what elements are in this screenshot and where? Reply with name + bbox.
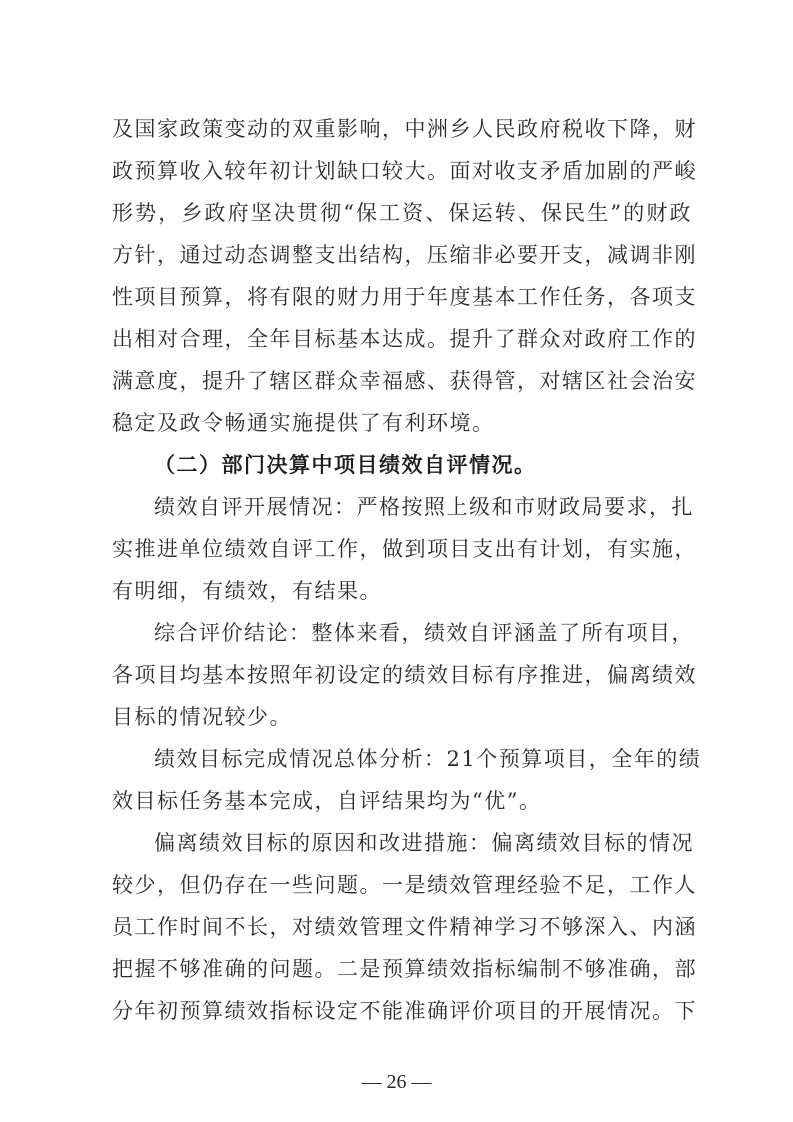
body-text-line: 出相对合理，全年目标基本达成。提升了群众对政府工作的 — [112, 327, 697, 351]
body-text-line: 绩效目标完成情况总体分析：21个预算项目，全年的绩 — [154, 747, 702, 771]
body-text-line: 各项目均基本按照年初设定的绩效目标有序推进，偏离绩效 — [112, 663, 697, 687]
body-text-line: 较少，但仍存在一些问题。一是绩效管理经验不足，工作人 — [112, 873, 697, 897]
body-text-line: 性项目预算，将有限的财力用于年度基本工作任务，各项支 — [112, 285, 697, 309]
body-text-line: 政预算收入较年初计划缺口较大。面对收支矛盾加剧的严峻 — [112, 159, 697, 183]
body-text-line: 偏离绩效目标的原因和改进措施：偏离绩效目标的情况 — [154, 831, 694, 855]
body-text-line: 方针，通过动态调整支出结构，压缩非必要开支，减调非刚 — [112, 243, 697, 267]
body-text-line: 分年初预算绩效指标设定不能准确评价项目的开展情况。下 — [112, 999, 697, 1023]
body-text-line: 实推进单位绩效自评工作，做到项目支出有计划，有实施， — [112, 537, 697, 561]
body-text-line: 有明细，有绩效，有结果。 — [112, 579, 382, 603]
body-text-line: 把握不够准确的问题。二是预算绩效指标编制不够准确，部 — [112, 957, 697, 981]
body-text-line: 及国家政策变动的双重影响，中洲乡人民政府税收下降，财 — [112, 117, 697, 141]
body-text-line: 目标的情况较少。 — [112, 705, 292, 729]
section-heading: （二）部门决算中项目绩效自评情况。 — [154, 452, 537, 477]
body-text-line: 满意度，提升了辖区群众幸福感、获得管，对辖区社会治安 — [112, 369, 697, 393]
page-number: — 26 — — [361, 1071, 432, 1093]
body-text-line: 综合评价结论：整体来看，绩效自评涵盖了所有项目， — [154, 621, 694, 645]
body-text-line: 绩效自评开展情况：严格按照上级和市财政局要求，扎 — [154, 495, 694, 519]
body-text-line: 员工作时间不长，对绩效管理文件精神学习不够深入、内涵 — [112, 915, 697, 939]
body-text-line: 效目标任务基本完成，自评结果均为“优”。 — [112, 789, 542, 813]
body-text-line: 稳定及政令畅通实施提供了有利环境。 — [112, 411, 495, 435]
body-text-line: 形势，乡政府坚决贯彻“保工资、保运转、保民生”的财政 — [112, 201, 692, 225]
